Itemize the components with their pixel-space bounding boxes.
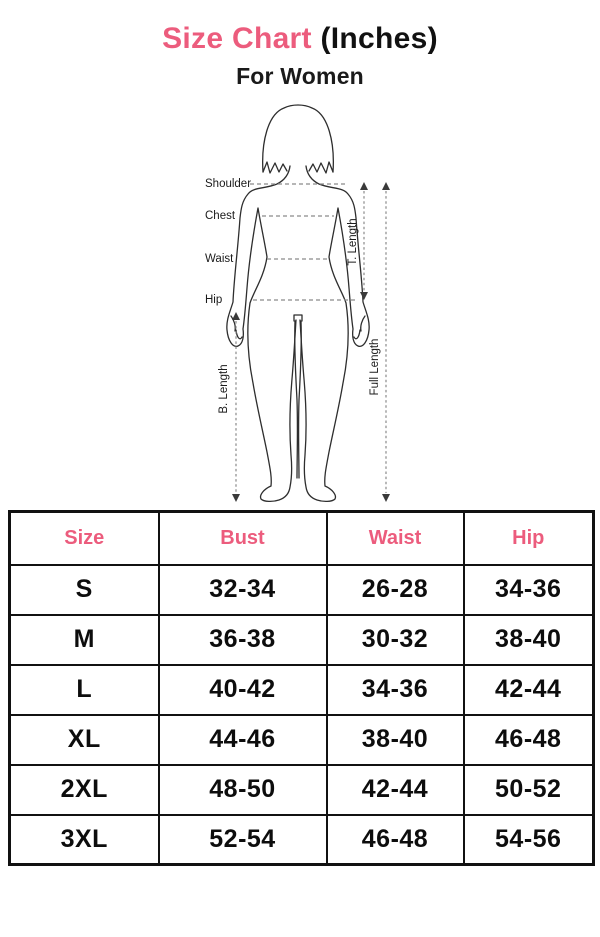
cell-size: M: [10, 615, 159, 665]
cell-hip: 54-56: [464, 815, 594, 865]
table-row: [10, 565, 594, 615]
cell-size: 3XL: [10, 815, 159, 865]
cell-size: XL: [10, 715, 159, 765]
column-header-bust: Bust: [159, 512, 327, 565]
waist-label: Waist: [205, 253, 234, 265]
cell-bust: 32-34: [159, 565, 327, 615]
table-row: [10, 815, 594, 865]
cell-waist: 26-28: [327, 565, 464, 615]
hip-label: Hip: [205, 294, 223, 306]
column-header-hip: Hip: [464, 512, 594, 565]
cell-bust: 40-42: [159, 665, 327, 715]
cell-waist: 42-44: [327, 765, 464, 815]
figure-hair: [263, 105, 334, 173]
cell-waist: 46-48: [327, 815, 464, 865]
header-row: [10, 512, 594, 565]
measurement-labels: [205, 178, 381, 414]
table-row: [10, 765, 594, 815]
t-length-label: T. Length: [347, 218, 359, 266]
table-row: [10, 665, 594, 715]
full-length-label: Full Length: [369, 338, 381, 396]
shoulder-label: Shoulder: [205, 178, 252, 190]
cell-size: S: [10, 565, 159, 615]
title-highlight: Size Chart: [162, 22, 312, 55]
cell-waist: 30-32: [327, 615, 464, 665]
cell-hip: 42-44: [464, 665, 594, 715]
title-rest: (Inches): [311, 22, 438, 55]
cell-bust: 36-38: [159, 615, 327, 665]
measurement-lines: [250, 184, 356, 300]
chest-label: Chest: [205, 210, 236, 222]
cell-waist: 34-36: [327, 665, 464, 715]
column-header-size: Size: [10, 512, 159, 565]
table-row: [10, 615, 594, 665]
column-header-waist: Waist: [327, 512, 464, 565]
cell-bust: 44-46: [159, 715, 327, 765]
cell-hip: 50-52: [464, 765, 594, 815]
cell-hip: 38-40: [464, 615, 594, 665]
cell-size: 2XL: [10, 765, 159, 815]
b-length-label: B. Length: [218, 364, 230, 414]
cell-waist: 38-40: [327, 715, 464, 765]
cell-size: L: [10, 665, 159, 715]
size-chart-table: [8, 510, 595, 866]
cell-bust: 52-54: [159, 815, 327, 865]
cell-bust: 48-50: [159, 765, 327, 815]
cell-hip: 46-48: [464, 715, 594, 765]
cell-hip: 34-36: [464, 565, 594, 615]
table-row: [10, 715, 594, 765]
page-subtitle: For Women: [236, 62, 364, 89]
